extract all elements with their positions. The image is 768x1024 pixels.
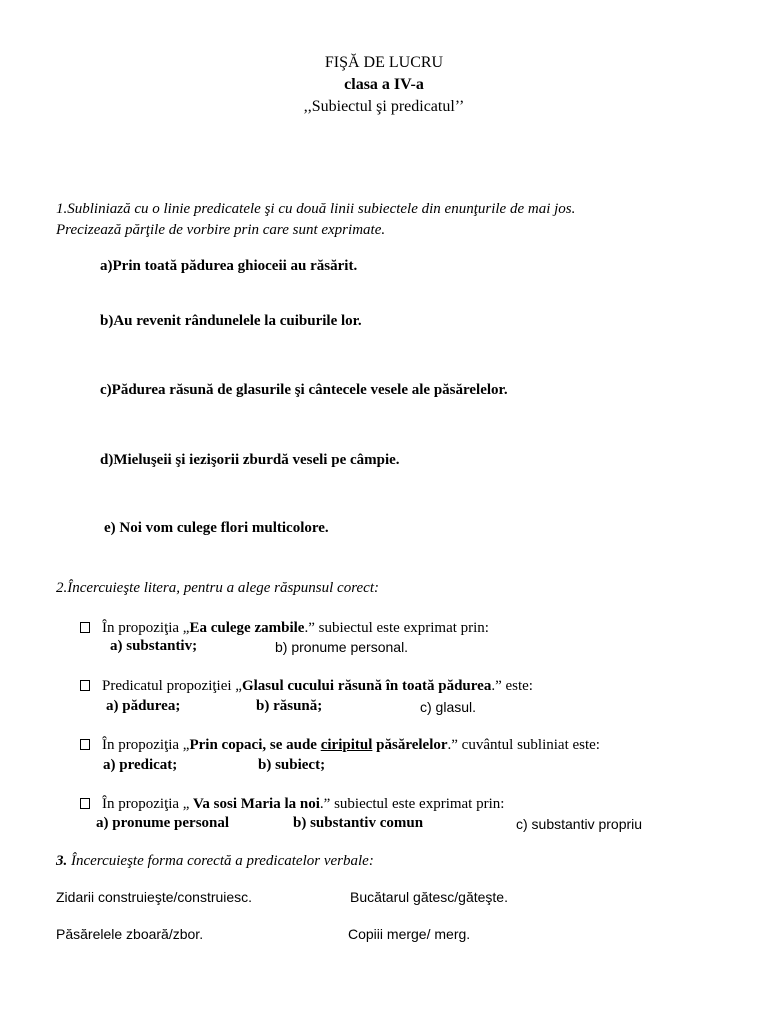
checkbox-bullet-icon xyxy=(80,680,90,691)
ex1-sentence-b: b)Au revenit rândunelele la cuiburile lor. xyxy=(100,313,362,329)
ex2-q3-option-a[interactable]: a) predicat; xyxy=(103,757,178,773)
worksheet-topic: ,,Subiectul şi predicatul’’ xyxy=(303,98,465,115)
checkbox-bullet-icon xyxy=(80,739,90,750)
ex2-q4-option-b[interactable]: b) substantiv comun xyxy=(293,815,424,831)
ex2-q4-option-c[interactable]: c) substantiv propriu xyxy=(516,816,643,832)
ex2-q2-option-c[interactable]: c) glasul. xyxy=(420,699,477,715)
ex2-question-2: Predicatul propoziţiei „Glasul cucului răsună în toată pădurea.” este: xyxy=(80,678,533,695)
worksheet-class: clasa a IV-a xyxy=(344,76,424,93)
ex1-sentence-a: a)Prin toată pădurea ghioceii au răsărit. xyxy=(100,258,358,274)
ex2-q2-option-a[interactable]: a) pădurea; xyxy=(106,698,181,714)
ex3-instruction: 3. Încercuieşte forma corectă a predicatelor verbale: xyxy=(56,853,374,869)
ex3-row1-right[interactable]: Bucătarul gătesc/găteşte. xyxy=(350,889,508,905)
ex2-q3-option-b[interactable]: b) subiect; xyxy=(258,757,326,773)
ex2-question-1: În propoziţia „Ea culege zambile.” subiectul este exprimat prin: xyxy=(80,620,489,637)
ex3-row1-left[interactable]: Zidarii construieşte/construiesc. xyxy=(56,889,253,905)
ex2-q2-option-b[interactable]: b) răsună; xyxy=(256,698,323,714)
ex2-question-4: În propoziţia „ Va sosi Maria la noi.” subiectul este exprimat prin: xyxy=(80,796,504,813)
checkbox-bullet-icon xyxy=(80,798,90,809)
underlined-word: ciripitul xyxy=(320,737,373,753)
ex2-instruction: 2.Încercuieşte litera, pentru a alege răspunsul corect: xyxy=(56,580,379,596)
ex2-question-3: În propoziţia „Prin copaci, se aude ciripitul păsărelelor.” cuvântul subliniat este: xyxy=(80,737,600,754)
ex2-q4-option-a[interactable]: a) pronume personal xyxy=(96,815,230,831)
worksheet-title: FIŞĂ DE LUCRU xyxy=(324,54,444,71)
ex2-q1-option-a[interactable]: a) substantiv; xyxy=(110,638,198,654)
ex2-q1-option-b[interactable]: b) pronume personal. xyxy=(275,639,409,655)
ex3-row2-right[interactable]: Copiii merge/ merg. xyxy=(348,926,471,942)
ex1-sentence-d: d)Mieluşeii şi iezişorii zburdă veseli pe câmpie. xyxy=(100,452,400,468)
ex1-sentence-c: c)Pădurea răsună de glasurile şi cântecele vesele ale păsărelelor. xyxy=(100,382,508,398)
checkbox-bullet-icon xyxy=(80,622,90,633)
ex3-row2-left[interactable]: Păsărelele zboară/zbor. xyxy=(56,926,204,942)
ex1-instruction-line2: Precizează părţile de vorbire prin care sunt exprimate. xyxy=(56,222,386,238)
ex1-sentence-e: e) Noi vom culege flori multicolore. xyxy=(104,520,329,536)
ex1-instruction-line1: 1.Subliniază cu o linie predicatele şi cu două linii subiectele din enunţurile de mai jos. xyxy=(56,201,576,217)
